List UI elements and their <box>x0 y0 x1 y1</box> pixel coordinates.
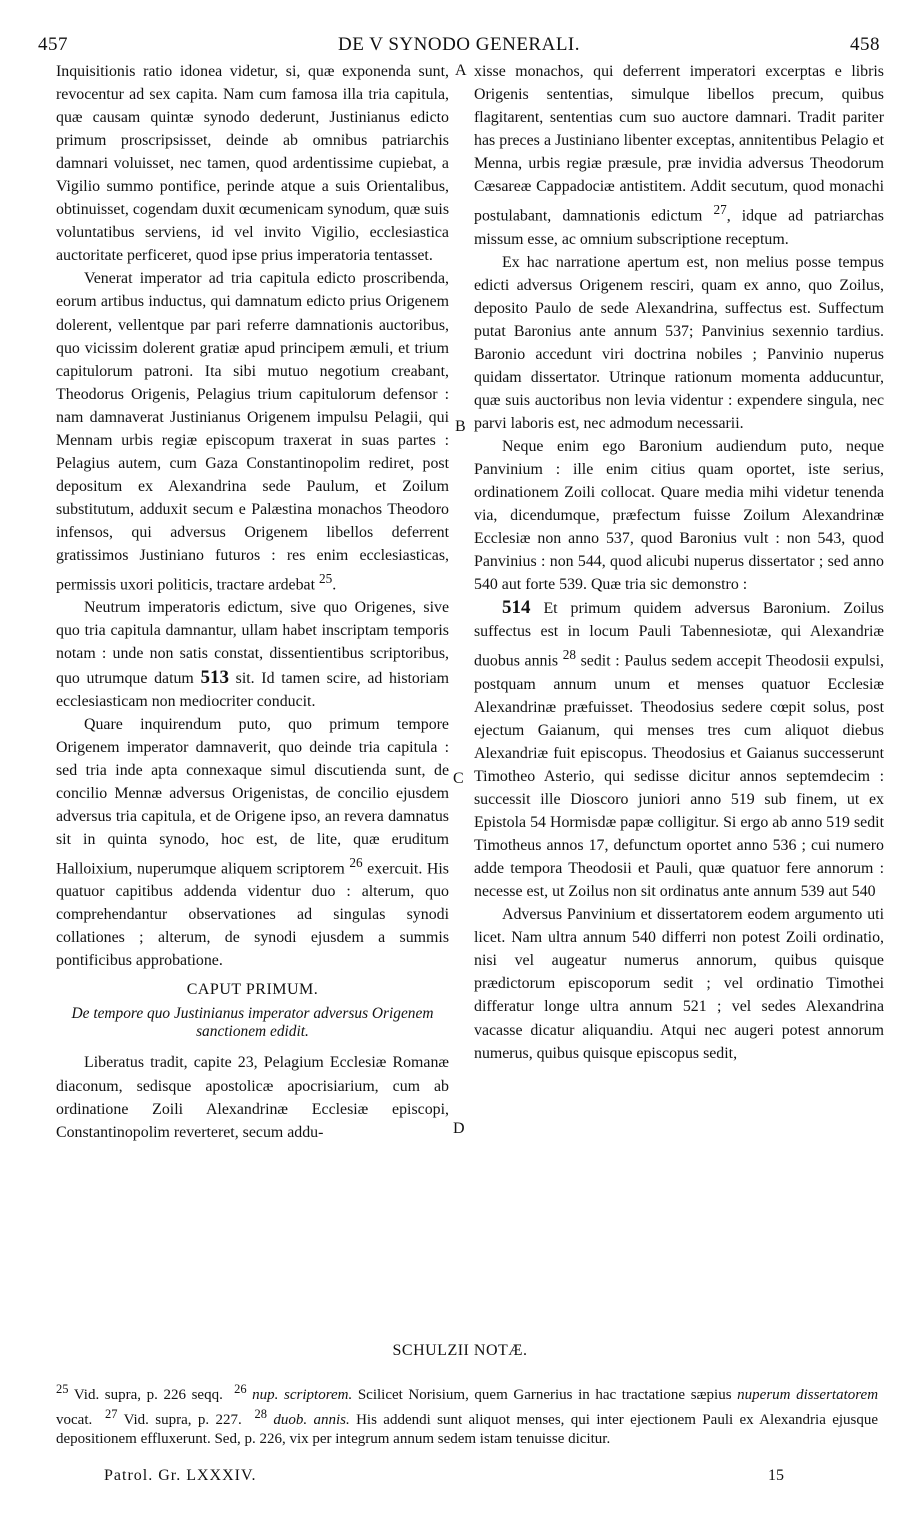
paragraph-left-1: Inquisitionis ratio idonea videtur, si, quæ exponenda sunt, revocentur ad sex capita. Nam cum famosa illa tria capitula, quæ causam quintæ synodo dederunt, Justinianus edicto primum proscripsisset, deinde ab omnibus patriarchis damnari voluisset, nec tamen, quod ardentissime cupiebat, a Vigilio summo pontifice, perinde atque a suis Orientalibus, obtinuisset, cogendam duxit œcumenicam synodum, quæ suis voluntatibus serviens, id vel invito Vigilio, ecclesiastica auctoritate perficeret, quod ipse prius imperatoria tentasset. <box>56 63 449 265</box>
paragraph-right-4 <box>474 596 884 903</box>
column-number-513: 513 <box>200 666 229 688</box>
footer-patrol: Patrol. Gr. LXXXIV. <box>104 1467 257 1484</box>
caput-subtitle: De tempore quo Justinianus imperator adversus Origenem sanctionem edidit. <box>71 1005 434 1041</box>
page-number-left: 457 <box>38 34 68 55</box>
footer-signature: 15 <box>768 1467 784 1484</box>
running-title: DE V SYNODO GENERALI. <box>337 34 581 55</box>
paragraph-right-4-text-b: sedit : Paulus sedem accepit Theodosii expulsi, postquam annum unum et menses quatuor Ecclesiæ Alexandrinæ præfuisset. Theodosius sedere cœpit solus, post ejectum Gaianum, qui menses tres cum aliquot diebus Alexandriæ fuit episcopus. Theodosius et Gaianus successerunt Timotheo Asterio, qui sedisse dicitur annos septemdecim : successit ille Dioscoro juniori anno 519 sub finem, ut ex Epistola 54 Hormisdæ papæ colligitur. Si ergo ab anno 519 sedit Timotheus annos 17, defunctum oportet anno 536 ; cui numero adde tempora Theodosii et Pauli, quæ quatuor fere annorum : necesse est, ut Zoilus non sit ordinatus ante annum 539 aut 540 <box>474 652 884 901</box>
margin-letter-d: D <box>453 1120 465 1137</box>
note-ref-28: 28 <box>562 647 576 663</box>
footnote-28-lemma: duob. annis. <box>273 1412 350 1428</box>
paragraph-right-1-text-b: , idque ad patriarchas missum esse, ac omnium subscriptione receptum. <box>474 207 884 248</box>
footnote-26-number: 26 <box>234 1382 247 1396</box>
note-ref-26: 26 <box>349 854 363 870</box>
margin-letter-c: C <box>453 770 464 787</box>
note-ref-27: 27 <box>713 202 727 218</box>
left-column <box>56 60 449 1144</box>
paragraph-right-1 <box>474 60 884 251</box>
paragraph-right-2: Ex hac narratione apertum est, non melius posse tempus edicti adversus Origenem resciri, quam ex anno, quo Zoilus, deposito Paulo de sede Alexandrina, suffectus est. Suffectum putat Baronius ante annum 537; Panvinius sexennio tardius. Baronio accedunt viri doctrina nobiles ; Panvinio nuperus quidam dissertator. Utrinque rationum momenta adducuntur, quæ suis auctoribus non levia videntur : expendere singula, nec parvi laboris est, nec admodum necessarii. <box>474 253 884 432</box>
footnote-block <box>56 1380 878 1449</box>
footnote-26-text-a: Scilicet Norisium, quem Garnerius in hac tractatione sæpius <box>357 1387 732 1403</box>
note-ref-25: 25 <box>319 571 333 587</box>
page-footer <box>104 1467 784 1489</box>
paragraph-left-5: Liberatus tradit, capite 23, Pelagium Ecclesiæ Romanæ diaconum, sedisque apostolicæ apocrisiarium, cum ab ordinatione Zoili Alexandrinæ Ecclesiæ episcopi, Constantinopolim reverteret, secum addu- <box>56 1054 449 1141</box>
footnote-26-italic: nuperum dissertatorem <box>737 1387 879 1403</box>
paragraph-right-5: Adversus Panvinium et dissertatorem eodem argumento uti licet. Nam ultra annum 540 differri non potest Zoili ordinatio, nisi vel augeatur numerus annorum, quibus quisque prædictorum episcoporum sedit ; vel ordinatio Timothei differatur longe ultra annum 521 ; vel sedes Alexandrina vacasse dicatur aliquandiu. Atqui nec augeri potest annorum numerus, quibus quisque episcopus sedit, <box>474 906 884 1062</box>
paragraph-left-4-text-b: exercuit. His quatuor capitibus addenda videntur duo : alterum, quo comprehendantur observationes ad singulas synodi collationes ; alterum, de synodi ejusdem a summis pontificibus approbatione. <box>56 860 449 970</box>
paragraph-left-3-text-b: sit. Id tamen scire, ad historiam ecclesiasticam non mediocriter conducit. <box>56 669 450 710</box>
paragraph-left-4 <box>56 713 449 973</box>
paragraph-right-3: Neque enim ego Baronium audiendum puto, neque Panvinium : ille enim citius quam oportet, iste serius, ordinationem Zoili collocat. Quare media mihi videtur tenenda via, dicendumque, præfectum fuisse Zoilum Alexandrinæ Ecclesiæ non anno 537, quod Baronius vult : non 543, quod Panvinius : non 544, quod alicubi nuperus dissertator ; sed anno 540 aut forte 539. Quæ tria sic demonstro : <box>474 438 884 594</box>
paragraph-right-1-text-a: xisse monachos, qui deferrent imperatori excerptas e libris Origenis sententias, simulque libellos precum, quibus flagitarent, sententias cum suo auctore damnari. Tradit pariter has preces a Justiniano libenter exceptas, annitentibus Pelagio et Menna, urbis regiæ præsule, præ invidia adversus Theodorum Cæsareæ Cappadociæ antistitem. Addit secutum, quod monachi postulabant, damnationis edictum <box>474 63 884 225</box>
page-number-right: 458 <box>850 34 880 55</box>
footnote-26-lemma: nup. scriptorem. <box>252 1387 353 1403</box>
paragraph-left-3 <box>56 596 449 712</box>
paragraph-left-3-text-a: Neutrum imperatoris edictum, sive quo Origenes, sive quo tria capitula damnantur, ullam habet inscriptam temporis notam : unde non satis constat, dissentientibus scriptoribus, quo utrumque datum <box>56 599 449 687</box>
footnotes <box>56 1380 878 1449</box>
footnote-27-number: 27 <box>104 1407 118 1421</box>
footnote-25-text: Vid. supra, p. 226 seqq. <box>73 1387 223 1403</box>
margin-letter-a: A <box>455 62 467 79</box>
paragraph-left-2: Venerat imperator ad tria capitula edicto proscribenda, eorum artibus inductus, qui damnatum edicto prius Origenem dolerent, vellentque par pari referre damnationis auctoribus, quo vicissim dolerent gratiæ apud principem æmuli, et trium capitulorum patroni. Ita sibi mutuo negotium creabant, Theodorus Origenis, Pelagius trium capitulorum defensor : nam damnaverat Justinianus Origenem impulsu Pelagii, qui Mennam urbis regiæ episcopum traxerat in suas partes : Pelagius autem, cum Gaza Constantinopolim rediret, post depositum ex Alexandrina sede Paulum, et Zoilum substitutum, adduxit secum e Palæstina monachos Theodoro infensos, qui adversus Origenem libellos deferrent gratissimos Justiniano futuros : res enim ecclesiasticas, permissis uxori politicis, tractare ardebat $^{25}$. <box>56 270 449 594</box>
footnote-27-text: Vid. supra, p. 227. <box>123 1412 242 1428</box>
caput-title: CAPUT PRIMUM. <box>186 981 319 999</box>
right-column <box>474 60 884 1065</box>
footnote-28-text: His addendi sunt aliquot menses, qui inter ejectionem Pauli ex Alexandria ejusque depositionem effluxerunt. Sed, p. 226, vix per integrum annum sedem istam tenuisse dicitur. <box>56 1412 879 1447</box>
paragraph-right-4-text-a: Et primum quidem adversus Baronium. Zoilus suffectus est in locum Pauli Tabennesiotæ, qui Alexandriæ duobus annis <box>474 600 884 670</box>
page-header <box>38 34 880 60</box>
column-number-514: 514 <box>502 597 531 619</box>
paragraph-left-2-text: Venerat imperator ad tria capitula edicto proscribenda, eorum artibus inductus, qui damnatum edicto prius Origenem dolerent, vellentque par pari referre damnationis auctoribus, quo vicissim dolerent gratiæ apud principem æmuli, et trium capitulorum patroni. Ita sibi mutuo negotium creabant, Theodorus Origenis, Pelagius trium capitulorum defensor : nam damnaverat Justinianus Origenem impulsu Pelagii, qui Mennam urbis regiæ episcopum traxerat in suas partes : Pelagius autem, cum Gaza Constantinopolim rediret, post depositum ex Alexandrina sede Paulum, et Zoilum substitutum, adduxit secum e Palæstina monachos Theodoro infensos, qui adversus Origenem libellos deferrent gratissimos Justiniano futuros : res enim ecclesiasticas, permissis uxori politicis, tractare ardebat <box>56 270 449 594</box>
paragraph-left-4-text-a: Quare inquirendum puto, quo primum tempore Origenem imperator damnaverit, quo deinde tria capitula : sed tria inde apta connexaque simul discutienda sunt, de concilio Mennæ adversus Origenistas, de concilio ejusdem adversus tria capitula, et de Origene ipso, an revera damnatus sit in quinta synodo, hoc est, de lite, quæ eruditum Halloixium, nuperumque aliquem scriptorem <box>56 715 449 878</box>
footnote-26-text-b: vocat. <box>56 1412 93 1428</box>
footnote-25-number: 25 <box>56 1382 69 1396</box>
footnote-28-number: 28 <box>254 1407 267 1421</box>
margin-letter-b: B <box>455 418 466 435</box>
notes-title: SCHULZII NOTÆ. <box>392 1342 528 1359</box>
